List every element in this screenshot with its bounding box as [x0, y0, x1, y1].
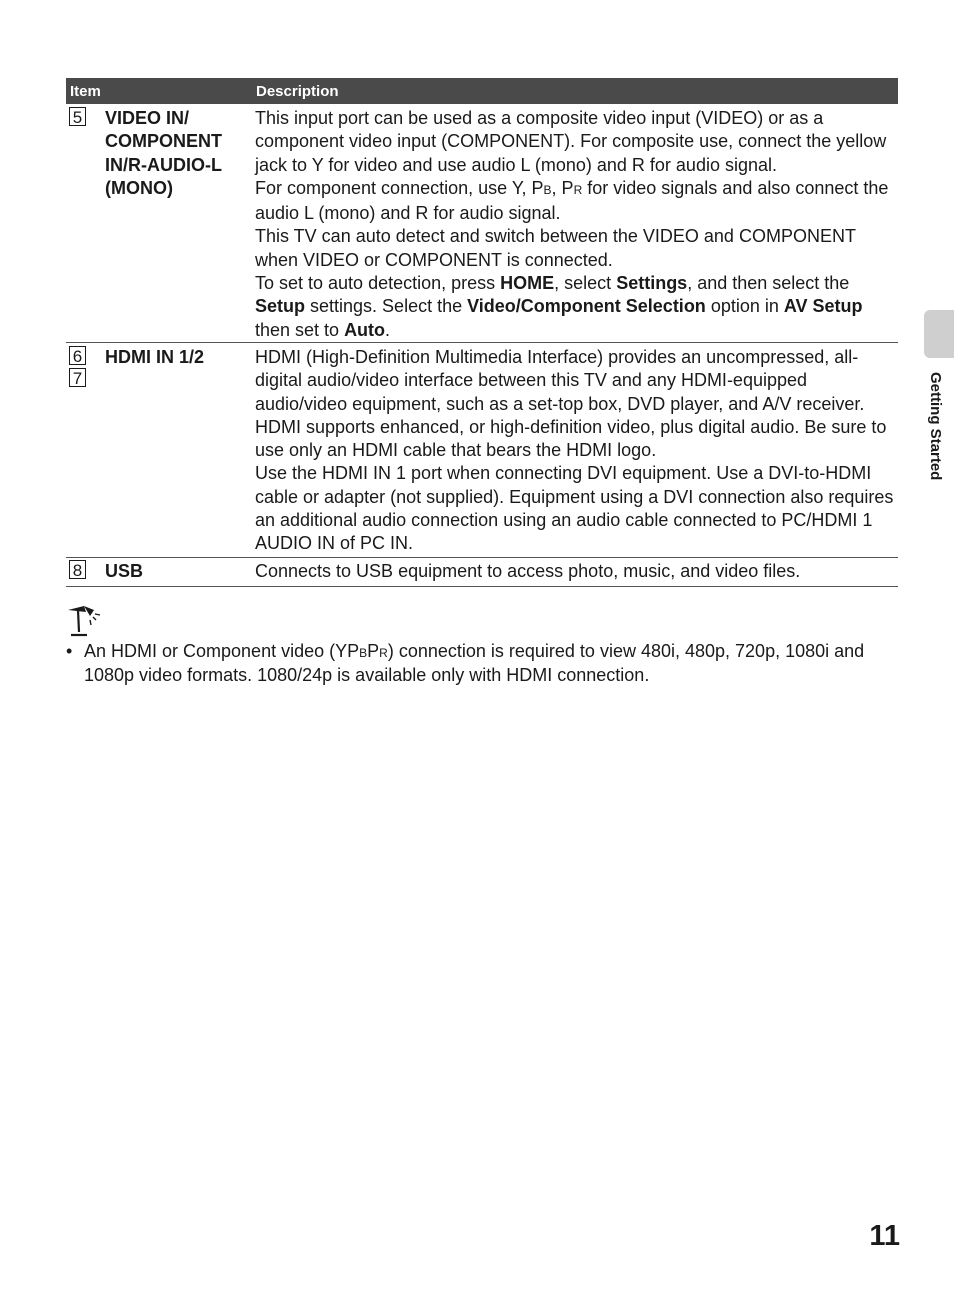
table-row	[66, 104, 898, 343]
item-name: USB	[105, 561, 144, 581]
description-paragraph: HDMI (High-Definition Multimedia Interface) provides an uncompressed, all-digital audio/video interface between this TV and any HDMI-equipped audio/video equipment, such as a set-top box, DVD player, and A/V receiver. HDMI supports enhanced, or high-definition video, plus digital audio. Be sure to use only an HDMI cable that bears the HDMI logo.	[255, 347, 887, 461]
item-name: VIDEO IN/ COMPONENT IN/R-AUDIO-L (MONO)	[105, 108, 222, 198]
item-description	[255, 560, 898, 581]
section-label: Getting Started	[927, 372, 944, 481]
item-number: 5	[69, 107, 86, 126]
description-paragraph: For component connection, use Y, PB, PR for video signals and also connect the audio L (mono) and R for audio signal.	[255, 177, 889, 224]
page-number: 11	[869, 1220, 900, 1252]
item-number: 6	[69, 346, 86, 365]
section-tab	[924, 310, 954, 358]
description-paragraph: This TV can auto detect and switch between the VIDEO and COMPONENT when VIDEO or COMPONENT is connected.	[255, 226, 856, 270]
bullet: •	[66, 641, 73, 661]
description-paragraph: To set to auto detection, press HOME, select Settings, and then select the Setup settings. Select the Video/Component Selection option in AV Setup then set to Auto.	[255, 273, 863, 340]
description-paragraph: Connects to USB equipment to access photo, music, and video files.	[255, 561, 801, 581]
item-numbers	[66, 107, 105, 337]
item-numbers	[66, 346, 105, 552]
table-header	[66, 78, 898, 104]
item-name: HDMI IN 1/2	[105, 347, 205, 367]
table-row	[66, 558, 898, 587]
header-item: Item	[70, 82, 101, 100]
description-paragraph: Use the HDMI IN 1 port when connecting DVI equipment. Use a DVI-to-HDMI cable or adapter (not supplied). Equipment using a DVI connection also requires an additional audio connection using an audio cable connected to PC/HDMI 1 AUDIO IN of PC IN.	[255, 463, 894, 554]
table-row	[66, 343, 898, 558]
item-description	[255, 346, 898, 552]
spec-table	[66, 78, 898, 587]
description-paragraph: This input port can be used as a composite video input (VIDEO) or as a component video input (COMPONENT). For composite use, connect the yellow jack to Y for video and use audio L (mono) and R for audio signal.	[255, 108, 887, 175]
item-numbers	[66, 560, 105, 581]
item-number: 8	[69, 560, 86, 579]
item-number: 7	[69, 368, 86, 387]
note-text: An HDMI or Component video (YPBPR) connection is required to view 480i, 480p, 720p, 1080i and 1080p video formats. 1080/24p is available only with HDMI connection.	[84, 641, 865, 685]
note-list	[66, 641, 896, 686]
item-description	[255, 107, 898, 340]
header-description: Description	[256, 82, 339, 100]
lamp-tip-icon	[66, 604, 104, 638]
